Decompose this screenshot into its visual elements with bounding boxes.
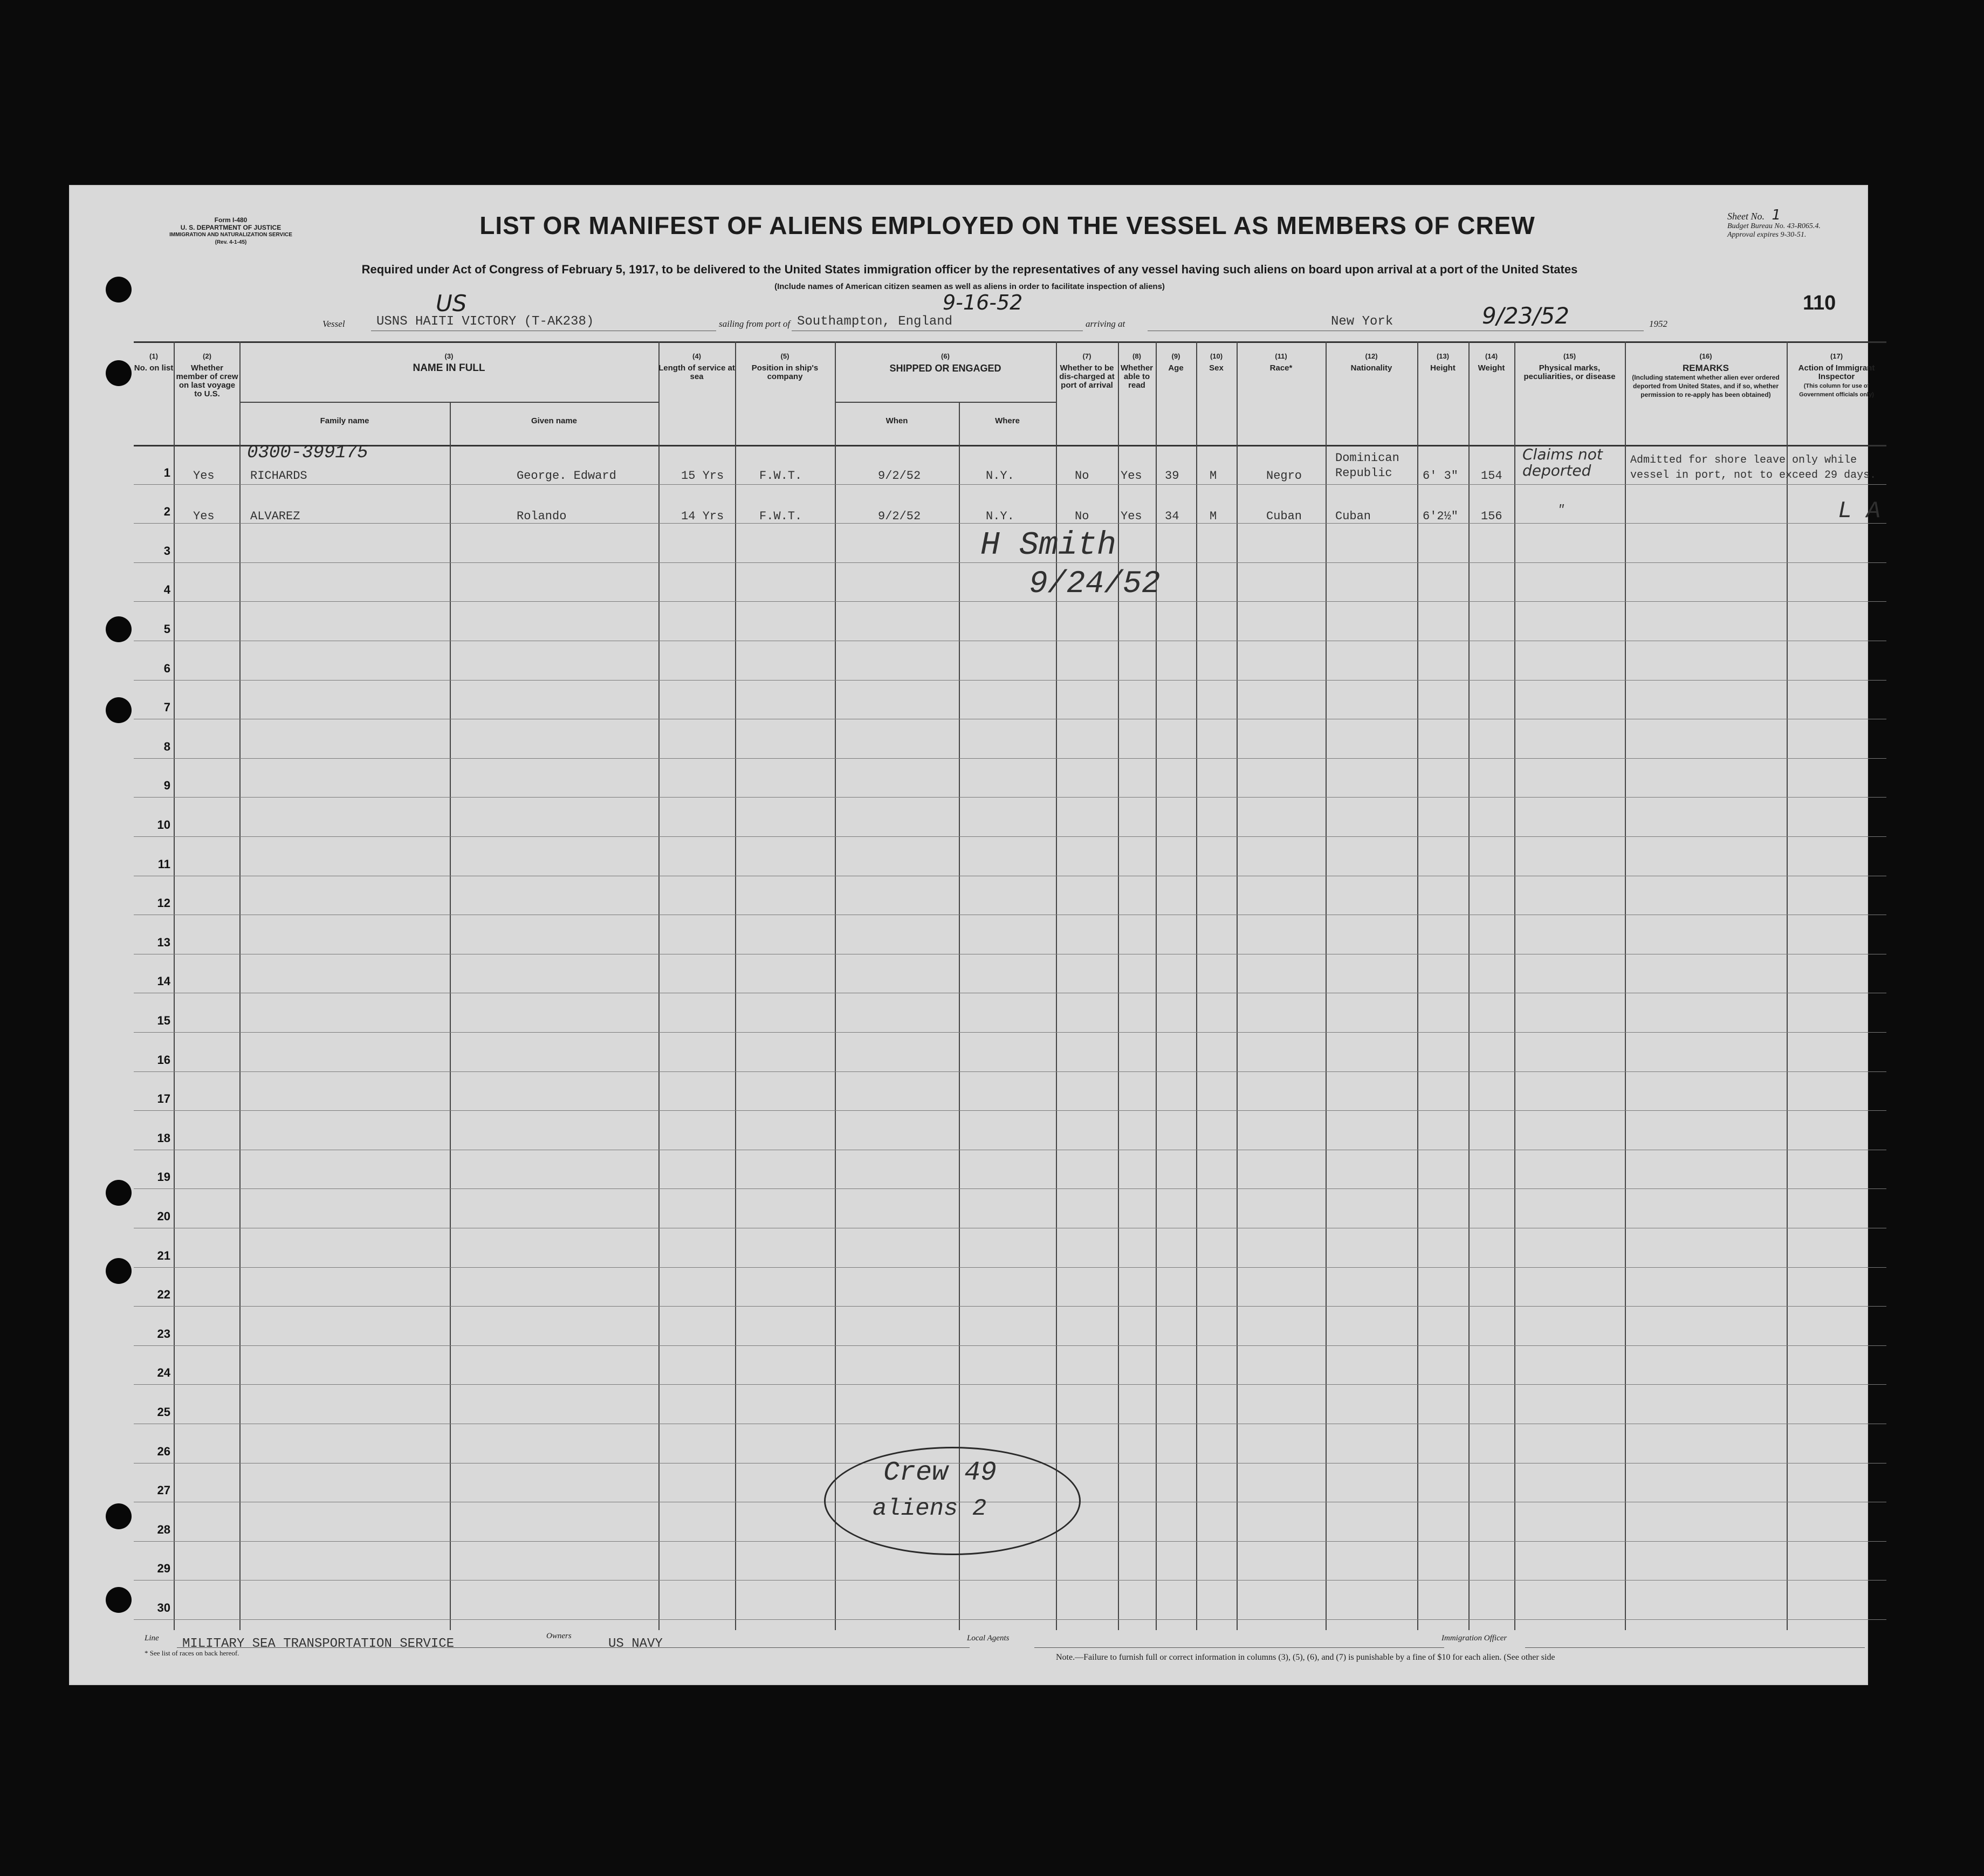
sailing-label: sailing from port of (719, 319, 791, 329)
row-2-age: 34 (1165, 510, 1179, 523)
agents-label: Local Agents (967, 1634, 1010, 1643)
row-number: 24 (157, 1366, 170, 1380)
row-2-weight: 156 (1481, 510, 1502, 523)
row-1-discharged: No (1075, 469, 1089, 483)
row-1-service: 15 Yrs (681, 469, 724, 483)
row-1-last-voyage: Yes (193, 469, 215, 483)
row-number: 27 (157, 1483, 170, 1497)
col-header-where: Where (995, 416, 1020, 425)
aliens-count: aliens 2 (873, 1495, 987, 1522)
row-2-read: Yes (1121, 510, 1142, 523)
col-header-nationality: (12) Nationality (1350, 352, 1392, 373)
row-number: 20 (157, 1210, 170, 1223)
arriving-at: New York (1331, 314, 1393, 329)
row-2-physical-marks: " (1557, 503, 1565, 517)
row-1-sex: M (1210, 469, 1217, 483)
vessel-name: USNS HAITI VICTORY (T-AK238) (376, 314, 594, 329)
col-header-position: (5) Position in ship's company (751, 352, 819, 381)
legal-requirement: Required under Act of Congress of February 5, 1917, to be delivered to the United States immigration officer by the representatives of any vessel having such aliens on board upon arrival at a port of the United States (361, 263, 1578, 276)
row-1-nationality: Dominican Republic (1335, 451, 1399, 480)
sailing-date-annotation: 9-16-52 (943, 291, 1023, 314)
row-line (134, 1071, 1886, 1072)
row-1-given-name: George. Edward (517, 469, 616, 483)
row-number: 28 (157, 1522, 170, 1536)
row-number: 16 (157, 1053, 170, 1067)
punch-hole (106, 1258, 132, 1284)
row-2-race: Cuban (1266, 510, 1302, 523)
manifest-sheet (69, 185, 1881, 1685)
row-1-family-name: RICHARDS (250, 469, 307, 483)
row-line (134, 680, 1886, 681)
row-1-physical-marks: Claims not deported (1522, 445, 1603, 479)
row-number: 4 (163, 583, 170, 597)
row-number: 22 (157, 1288, 170, 1302)
row-line (134, 1110, 1886, 1111)
year-label: 1952 (1649, 319, 1667, 329)
punch-hole (106, 616, 132, 642)
row-2-action: L A (1838, 498, 1881, 525)
row-1-remarks: Admitted for shore leave only while vessel in port, not to exceed 29 days. (1630, 454, 1877, 482)
row-number: 15 (157, 1014, 170, 1027)
row-number: 26 (157, 1444, 170, 1458)
col-header-action: (17) Action of Immigrant Inspector (This column for use of Government officials only) (1798, 352, 1875, 398)
row-number: 9 (163, 779, 170, 793)
col-header-height: (13) Height (1430, 352, 1456, 373)
row-number: 19 (157, 1170, 170, 1184)
row-line (134, 1619, 1886, 1620)
row-2-sex: M (1210, 510, 1217, 523)
row-line (134, 836, 1886, 837)
row-number: 13 (157, 935, 170, 949)
punch-hole (106, 360, 132, 386)
form-service: IMMIGRATION AND NATURALIZATION SERVICE (169, 232, 292, 238)
row-number: 7 (163, 700, 170, 714)
sheet-number: 1 (1772, 207, 1781, 223)
vessel-label: Vessel (322, 319, 345, 329)
col-header-age: (9) Age (1168, 352, 1184, 373)
penalty-note: Note.—Failure to furnish full or correct information in columns (3), (5), (6), and (7) is punishable by a fine of $10 for each alien. (See other side (1056, 1653, 1555, 1662)
col-header-name: (3) NAME IN FULL (413, 352, 485, 374)
row-line (134, 484, 1886, 485)
row-2-nationality: Cuban (1335, 510, 1371, 523)
row-number: 12 (157, 896, 170, 910)
form-number: Form I-480 (214, 216, 248, 224)
row-number: 18 (157, 1131, 170, 1145)
row-number: 30 (157, 1601, 170, 1614)
table-rule (134, 341, 1886, 343)
row-1-weight: 154 (1481, 469, 1502, 483)
row-line (134, 1384, 1886, 1385)
row-number: 23 (157, 1327, 170, 1341)
row-number: 6 (163, 661, 170, 675)
row-line (134, 1267, 1886, 1268)
sheet-info (1727, 207, 1868, 239)
row-line (134, 601, 1886, 602)
row-1-annotation: 0300-399175 (247, 443, 368, 463)
row-line (134, 523, 1886, 524)
row-line (134, 1306, 1886, 1307)
row-2-discharged: No (1075, 510, 1089, 523)
row-number: 17 (157, 1092, 170, 1106)
punch-hole (106, 277, 132, 303)
row-number: 14 (157, 974, 170, 988)
row-2-last-voyage: Yes (193, 510, 215, 523)
vessel-annotation: US (436, 290, 467, 317)
punch-hole (106, 1503, 132, 1529)
row-line (134, 758, 1886, 759)
owners-label: Owners (546, 1632, 572, 1640)
arriving-label: arriving at (1086, 319, 1125, 329)
col-header-sex: (10) Sex (1209, 352, 1224, 373)
owners-value: US NAVY (608, 1637, 663, 1651)
inclusion-note: (Include names of American citizen seamen as well as aliens in order to facilitate inspection of aliens) (774, 282, 1165, 291)
row-1-position: F.W.T. (759, 469, 802, 483)
row-number: 10 (157, 818, 170, 832)
row-number: 5 (163, 622, 170, 636)
page-title: LIST OR MANIFEST OF ALIENS EMPLOYED ON THE VESSEL AS MEMBERS OF CREW (479, 211, 1535, 239)
row-1-race: Negro (1266, 469, 1302, 483)
row-number: 8 (163, 739, 170, 753)
col-header-discharged: (7) Whether to be dis-charged at port of arrival (1059, 352, 1115, 390)
col-header-physical-marks: (15) Physical marks, peculiarities, or disease (1523, 352, 1616, 381)
row-line (134, 797, 1886, 798)
line-value: MILITARY SEA TRANSPORTATION SERVICE (182, 1637, 455, 1651)
row-number: 21 (157, 1248, 170, 1262)
col-header-remarks: (16) REMARKS (Including statement whether alien ever ordered deported from United States, and if so, whether permission to re-apply has been obtained) (1632, 352, 1780, 398)
inspector-signature: H Smith (980, 527, 1117, 564)
row-2-height: 6'2½" (1423, 510, 1459, 523)
sailing-from: Southampton, England (797, 314, 953, 329)
row-1-height: 6' 3" (1423, 469, 1459, 483)
col-header-when: When (885, 416, 908, 425)
officer-label: Immigration Officer (1441, 1634, 1507, 1643)
row-2-when: 9/2/52 (878, 510, 921, 523)
col-header-race: (11) Race* (1269, 352, 1293, 373)
punch-hole (106, 1587, 132, 1613)
col-header-weight: (14) Weight (1478, 352, 1505, 373)
row-line (134, 1188, 1886, 1189)
form-department: U. S. DEPARTMENT OF JUSTICE (180, 224, 282, 231)
col-header-service: (4) Length of service at sea (658, 352, 735, 381)
col-header-family-name: Family name (320, 416, 369, 425)
approval-expiry: Approval expires 9-30-51. (1727, 231, 1807, 239)
row-number: 29 (157, 1562, 170, 1576)
col-header-read: (8) Whether able to read (1121, 352, 1153, 390)
form-identifier (128, 216, 333, 246)
arrival-date: 9/23/52 (1482, 303, 1569, 329)
row-number: 1 (163, 465, 170, 479)
row-line (134, 1032, 1886, 1033)
row-number: 25 (157, 1405, 170, 1419)
row-2-given-name: Rolando (517, 510, 567, 523)
row-1-read: Yes (1121, 469, 1142, 483)
col-header-no: (1) No. on list (134, 352, 174, 373)
race-note: * See list of races on back hereof. (145, 1649, 239, 1657)
row-1-when: 9/2/52 (878, 469, 921, 483)
line-label: Line (145, 1634, 159, 1643)
crew-table (134, 341, 1886, 1630)
row-line (134, 1345, 1886, 1346)
col-header-last-voyage: (2) Whether member of crew on last voyage to U.S. (176, 352, 238, 398)
punch-hole (106, 697, 132, 723)
page-number: 110 (1803, 292, 1836, 314)
row-2-where: N.Y. (986, 510, 1014, 523)
row-1-age: 39 (1165, 469, 1179, 483)
row-number: 3 (163, 544, 170, 558)
col-header-shipped: (6) SHIPPED OR ENGAGED (889, 352, 1001, 374)
form-revision: (Rev. 4-1-45) (215, 239, 247, 245)
crew-count: Crew 49 (883, 1458, 997, 1488)
row-2-position: F.W.T. (759, 510, 802, 523)
punch-hole (106, 1180, 132, 1206)
row-number: 11 (157, 857, 170, 871)
inspection-date: 9/24/52 (1029, 567, 1161, 602)
row-2-service: 14 Yrs (681, 510, 724, 523)
row-2-family-name: ALVAREZ (250, 510, 300, 523)
budget-bureau: Budget Bureau No. 43-R065.4. (1727, 222, 1821, 230)
row-number: 2 (163, 505, 170, 519)
sheet-label: Sheet No. (1727, 211, 1765, 222)
row-1-where: N.Y. (986, 469, 1014, 483)
col-header-given-name: Given name (531, 416, 578, 425)
